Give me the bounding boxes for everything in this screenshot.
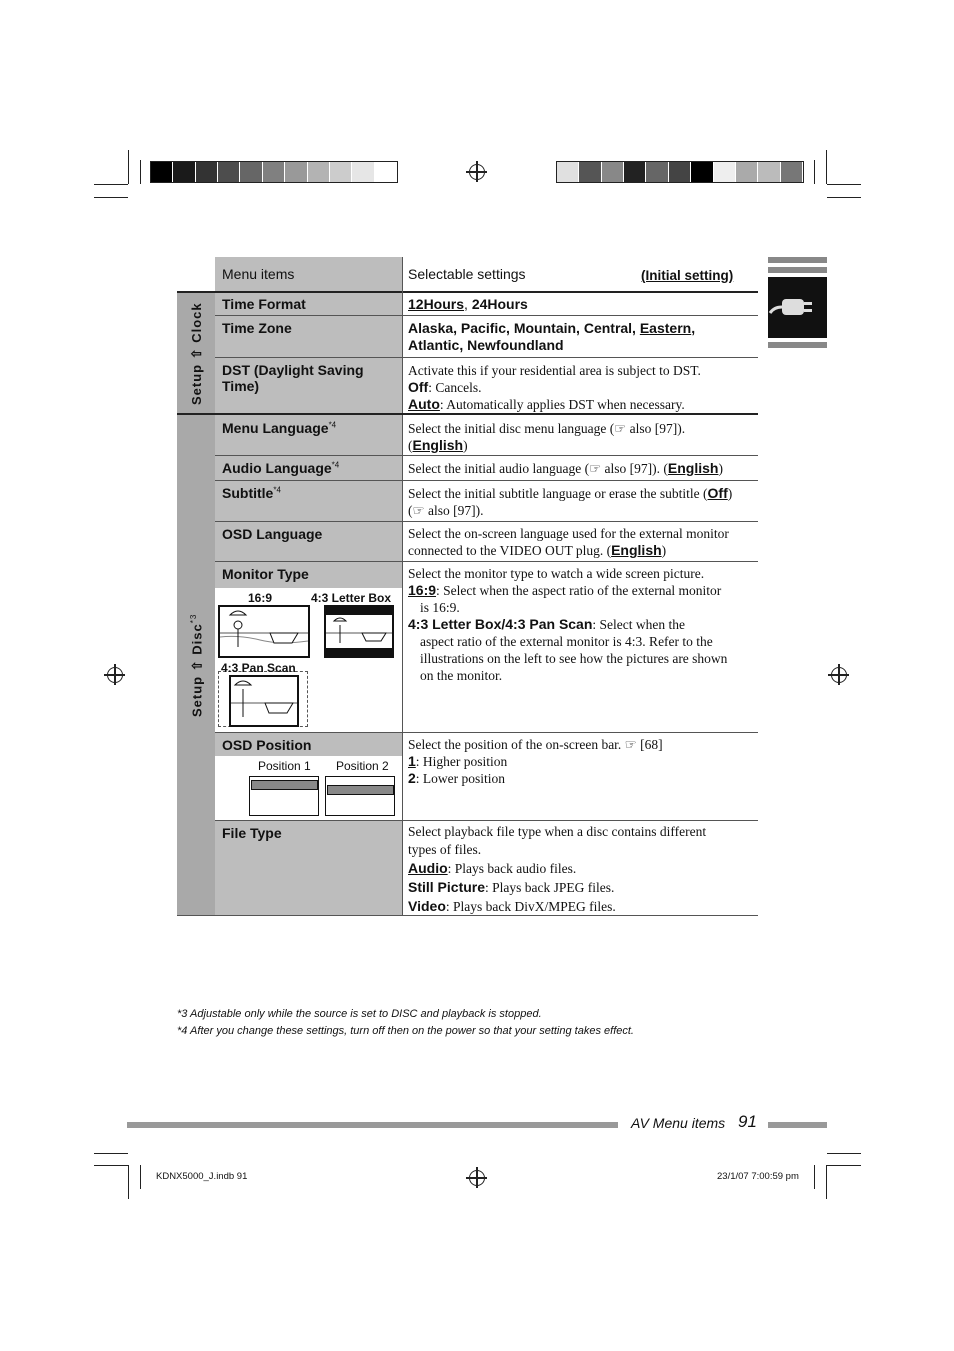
subtitle-desc <box>408 485 756 519</box>
dst-item: DST (Daylight Saving Time) <box>222 362 364 394</box>
subtitle-off: Off <box>707 485 728 501</box>
crop-mark <box>827 197 861 198</box>
footer-bar-right <box>768 1122 827 1128</box>
plug-icon <box>768 277 827 338</box>
osd-language-line1: Select the on-screen language used for the external monitor <box>408 526 729 541</box>
group-label-disc-text: Setup ⇧ Disc <box>189 623 205 717</box>
osd-position-opt2-text: : Lower position <box>415 771 506 786</box>
divider <box>215 820 758 821</box>
audio-language-desc <box>408 460 756 477</box>
label-letterbox: 4:3 Letter Box <box>311 591 392 605</box>
side-tab-icon-box <box>768 277 827 338</box>
crop-mark <box>827 184 861 185</box>
crop-mark <box>140 160 141 184</box>
label-panscan: 4:3 Pan Scan <box>221 661 296 675</box>
monitor-type-line1: Select the monitor type to watch a wide screen picture. <box>408 566 705 581</box>
paren-open: ( <box>408 438 413 453</box>
monitor-type-item: Monitor Type <box>222 566 309 582</box>
crop-mark <box>94 184 128 185</box>
registration-mark <box>107 667 123 683</box>
footer-section: AV Menu items <box>631 1115 726 1131</box>
group-label-clock: Setup ⇧ Clock <box>189 302 204 405</box>
audio-language-item <box>222 460 339 476</box>
time-zone-item: Time Zone <box>222 320 292 336</box>
group-bar-clock <box>177 293 215 413</box>
side-tab-bar <box>768 342 827 348</box>
time-zone-eastern: Eastern <box>639 320 692 336</box>
beach-scene-icon <box>231 677 297 725</box>
osd-position-opt2: 2 <box>408 770 416 786</box>
illustration-169 <box>218 605 310 658</box>
dst-off: Off <box>408 379 429 395</box>
color-bar-left <box>150 161 398 183</box>
file-type-video-text: : Plays back DivX/MPEG files. <box>445 899 616 914</box>
menu-language-line1: Select the initial disc menu language (☞ also [97]). <box>408 421 686 436</box>
menu-language-desc <box>408 420 756 454</box>
dst-auto-text: : Automatically applies DST when necessary. <box>439 397 685 412</box>
header-menu-items: Menu items <box>222 266 295 282</box>
illustration-panscan <box>229 675 299 727</box>
osd-position-line1: Select the position of the on-screen bar. ☞ [68] <box>408 737 663 752</box>
osd-position-opt1-text: : Higher position <box>415 754 508 769</box>
time-format-12h: 12Hours <box>408 296 465 312</box>
osd-language-item: OSD Language <box>222 526 323 542</box>
monitor-type-169: 16:9 <box>408 582 437 598</box>
registration-mark <box>831 667 847 683</box>
label-169: 16:9 <box>248 591 273 605</box>
group-label-disc-sup: *3 <box>189 613 198 624</box>
header-initial-setting: (Initial setting) <box>641 268 734 283</box>
paren-close: ) <box>727 486 733 501</box>
subtitle-line2: (☞ also [97]). <box>408 503 484 518</box>
position-2-screen <box>325 776 395 816</box>
osd-position-desc <box>408 736 756 787</box>
color-bar-right <box>556 161 804 183</box>
position-1-screen <box>249 776 319 816</box>
osd-language-desc <box>408 525 756 559</box>
registration-mark <box>469 164 485 180</box>
menu-language-item <box>222 420 336 436</box>
dst-line1: Activate this if your residential area is subject to DST. <box>408 363 701 378</box>
time-format-item: Time Format <box>222 296 306 312</box>
subtitle-line1: Select the initial subtitle language or erase the subtitle ( <box>408 486 708 501</box>
group-bar-disc <box>177 415 215 916</box>
file-type-still: Still Picture <box>408 879 486 895</box>
beach-scene-icon <box>326 615 392 648</box>
slug-date: 23/1/07 7:00:59 pm <box>717 1171 799 1182</box>
subtitle-label: Subtitle <box>222 485 274 501</box>
menu-language-english: English <box>412 437 464 453</box>
subtitle-item <box>222 485 281 501</box>
monitor-type-43-text3: illustrations on the left to see how the pictures are shown <box>420 651 728 666</box>
dst-auto: Auto <box>408 396 440 412</box>
osd-language-english: English <box>611 542 662 558</box>
paren-close: ) <box>718 461 723 476</box>
footnote-3: *3 Adjustable only while the source is set to DISC and playback is stopped. <box>177 1008 542 1020</box>
subtitle-sup: *4 <box>273 485 281 495</box>
divider <box>215 521 758 522</box>
monitor-type-43: 4:3 Letter Box/4:3 Pan Scan <box>408 616 593 632</box>
crop-mark <box>94 1165 128 1166</box>
crop-mark <box>827 1165 861 1166</box>
crop-mark <box>94 197 128 198</box>
side-tab-bar <box>768 257 827 263</box>
crop-mark <box>140 1165 141 1189</box>
divider <box>215 732 758 733</box>
crop-mark <box>128 1165 129 1199</box>
divider <box>215 315 758 316</box>
crop-mark <box>94 1153 128 1154</box>
osd-position-opt1: 1 <box>408 753 416 769</box>
paren-close: ) <box>661 543 667 558</box>
footer-bar-left <box>127 1122 618 1128</box>
column-divider <box>402 257 403 916</box>
time-format-sep: , <box>464 296 472 312</box>
file-type-audio-text: : Plays back audio files. <box>447 861 577 876</box>
page-number: 91 <box>738 1112 757 1131</box>
crop-mark <box>827 1153 861 1154</box>
audio-language-sup: *4 <box>331 460 340 470</box>
file-type-video: Video <box>408 898 446 914</box>
divider <box>215 480 758 481</box>
paren-close: ) <box>463 438 468 453</box>
divider <box>215 561 758 562</box>
divider <box>177 413 758 415</box>
time-format-24h: 24Hours <box>471 296 528 312</box>
file-type-audio: Audio <box>408 860 448 876</box>
file-type-still-text: : Plays back JPEG files. <box>485 880 615 895</box>
audio-language-line1: Select the initial audio language (☞ also [97]). ( <box>408 461 668 476</box>
crop-mark <box>128 150 129 184</box>
monitor-type-43-text4: on the monitor. <box>420 668 503 683</box>
monitor-type-desc <box>408 565 756 684</box>
monitor-type-43-text: : Select when the <box>592 617 686 632</box>
dst-off-text: : Cancels. <box>428 380 482 395</box>
time-zone-options <box>408 320 756 354</box>
menu-language-sup: *4 <box>328 420 337 430</box>
time-zone-comma: , <box>691 320 696 336</box>
group-label-disc <box>189 614 205 717</box>
time-zone-list-c: Atlantic, Newfoundland <box>408 337 564 353</box>
dst-desc <box>408 362 756 413</box>
label-position-1: Position 1 <box>258 759 311 773</box>
osd-language-line2: connected to the VIDEO OUT plug. ( <box>408 543 612 558</box>
slug-file: KDNX5000_J.indb 91 <box>156 1171 248 1182</box>
footnote-4: *4 After you change these settings, turn off then on the power so that your setting takes effect. <box>177 1025 634 1037</box>
osd-bar <box>327 785 394 795</box>
time-zone-list-a: Alaska, Pacific, Mountain, Central, <box>408 320 640 336</box>
time-format-options <box>408 296 756 313</box>
beach-scene-icon <box>220 607 308 656</box>
crop-mark <box>814 160 815 184</box>
illustration-letterbox <box>324 605 394 658</box>
crop-mark <box>826 1165 827 1199</box>
file-type-desc <box>408 823 756 916</box>
monitor-type-169-text2: is 16:9. <box>420 600 460 615</box>
monitor-type-43-text2: aspect ratio of the external monitor is 4:3. Refer to the <box>420 634 713 649</box>
audio-language-english: English <box>667 460 719 476</box>
menu-language-label: Menu Language <box>222 420 329 436</box>
file-type-line1: Select playback file type when a disc contains different <box>408 824 707 839</box>
osd-position-item: OSD Position <box>222 737 312 753</box>
registration-mark <box>469 1170 485 1186</box>
crop-mark <box>826 150 827 184</box>
crop-mark <box>814 1165 815 1189</box>
side-tab-bar <box>768 267 827 273</box>
divider <box>215 357 758 358</box>
label-position-2: Position 2 <box>336 759 389 773</box>
divider <box>215 455 758 456</box>
file-type-line2: types of files. <box>408 842 482 857</box>
osd-bar <box>251 780 318 790</box>
audio-language-label: Audio Language <box>222 460 332 476</box>
monitor-type-169-text: : Select when the aspect ratio of the external monitor <box>436 583 722 598</box>
header-selectable-settings: Selectable settings <box>408 266 526 282</box>
file-type-item: File Type <box>222 825 282 841</box>
